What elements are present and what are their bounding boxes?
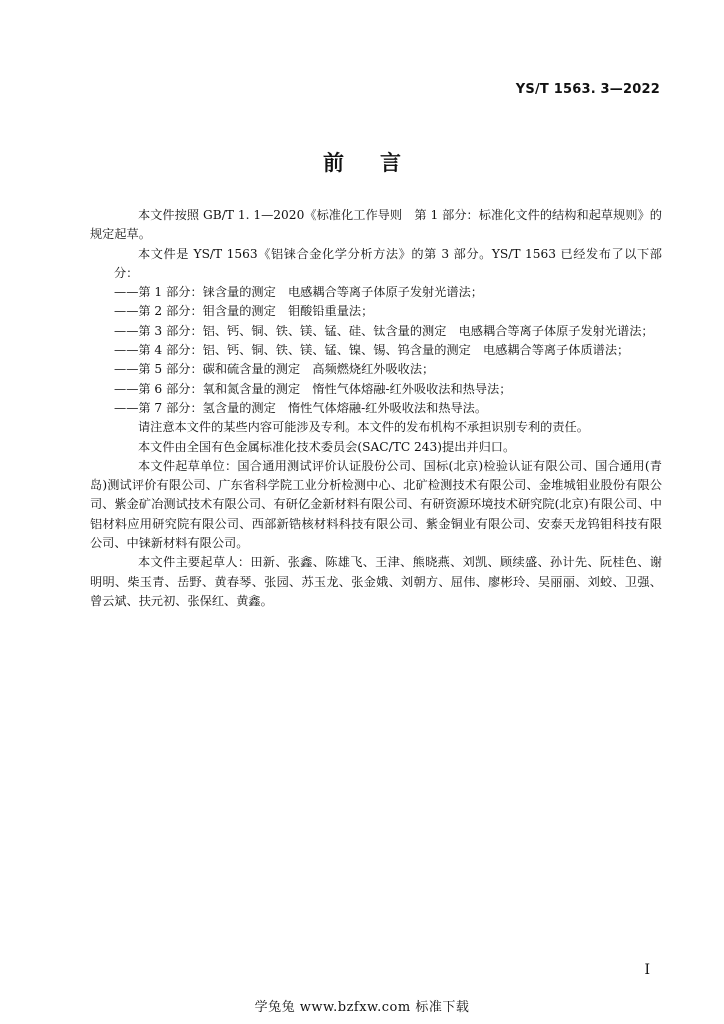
footer-watermark-text: 学兔兔 www.bzfxw.com 标准下载 [254,1000,470,1015]
document-body [90,206,662,611]
paragraph-parts-intro: 本文件是 YS/T 1563《铝铼合金化学分析方法》的第 3 部分。YS/T 1563 已经发布了以下部分： [114,246,662,280]
paragraph-drafting-units: 本文件起草单位：国合通用测试评价认证股份公司、国标(北京)检验认证有限公司、国合通用(青岛)测试评价有限公司、广东省科学院工业分析检测中心、北矿检测技术有限公司、金堆城钼业股份有限公司、紫金矿冶测试技术有限公司、有研亿金新材料有限公司、有研资源环境技术研究院(北京)有限公司、中铝材料应用研究院有限公司、西部新锆核材料科技有限公司、紫金铜业有限公司、安泰天龙钨钼科技有限公司、中铼新材料有限公司。 [90,458,662,551]
part-list-item-3: ——第 3 部分：铝、钙、铜、铁、镁、锰、硅、钛含量的测定 电感耦合等离子体原子发射光谱法； [114,323,654,338]
paragraph-proposer: 本文件由全国有色金属标准化技术委员会(SAC/TC 243)提出并归口。 [138,439,516,454]
paragraph-patent-notice: 请注意本文件的某些内容可能涉及专利。本文件的发布机构不承担识别专利的责任。 [138,420,589,435]
page-number: I [644,962,650,978]
part-list-item-7: ——第 7 部分：氢含量的测定 惰性气体熔融-红外吸收法和热导法。 [114,400,488,415]
part-list-item-6: ——第 6 部分：氧和氮含量的测定 惰性气体熔融-红外吸收法和热导法； [114,381,512,396]
part-list-item-1: ——第 1 部分：铼含量的测定 电感耦合等离子体原子发射光谱法； [114,285,483,300]
part-list-item-5: ——第 5 部分：碳和硫含量的测定 高频燃烧红外吸收法； [114,362,435,377]
standard-code: YS/T 1563. 3—2022 [515,82,660,97]
paragraph-drafting-rules: 本文件按照 GB/T 1. 1—2020《标准化工作导则 第 1 部分：标准化文件的结构和起草规则》的规定起草。 [90,208,662,242]
paragraph-drafters: 本文件主要起草人：田新、张鑫、陈雄飞、王津、熊晓燕、刘凯、顾续盛、孙计先、阮桂色、谢明明、柴玉青、岳野、黄春琴、张园、苏玉龙、张金娥、刘朝方、屈伟、廖彬玲、吴丽丽、刘蛟、卫强、曾云斌、扶元初、张保红、黄鑫。 [90,555,662,608]
page-title: 前言 [323,151,437,175]
part-list-item-4: ——第 4 部分：铝、钙、铜、铁、镁、锰、镍、锡、钨含量的测定 电感耦合等离子体质谱法； [114,343,630,358]
part-list-item-2: ——第 2 部分：钼含量的测定 钼酸铅重量法； [114,304,374,319]
